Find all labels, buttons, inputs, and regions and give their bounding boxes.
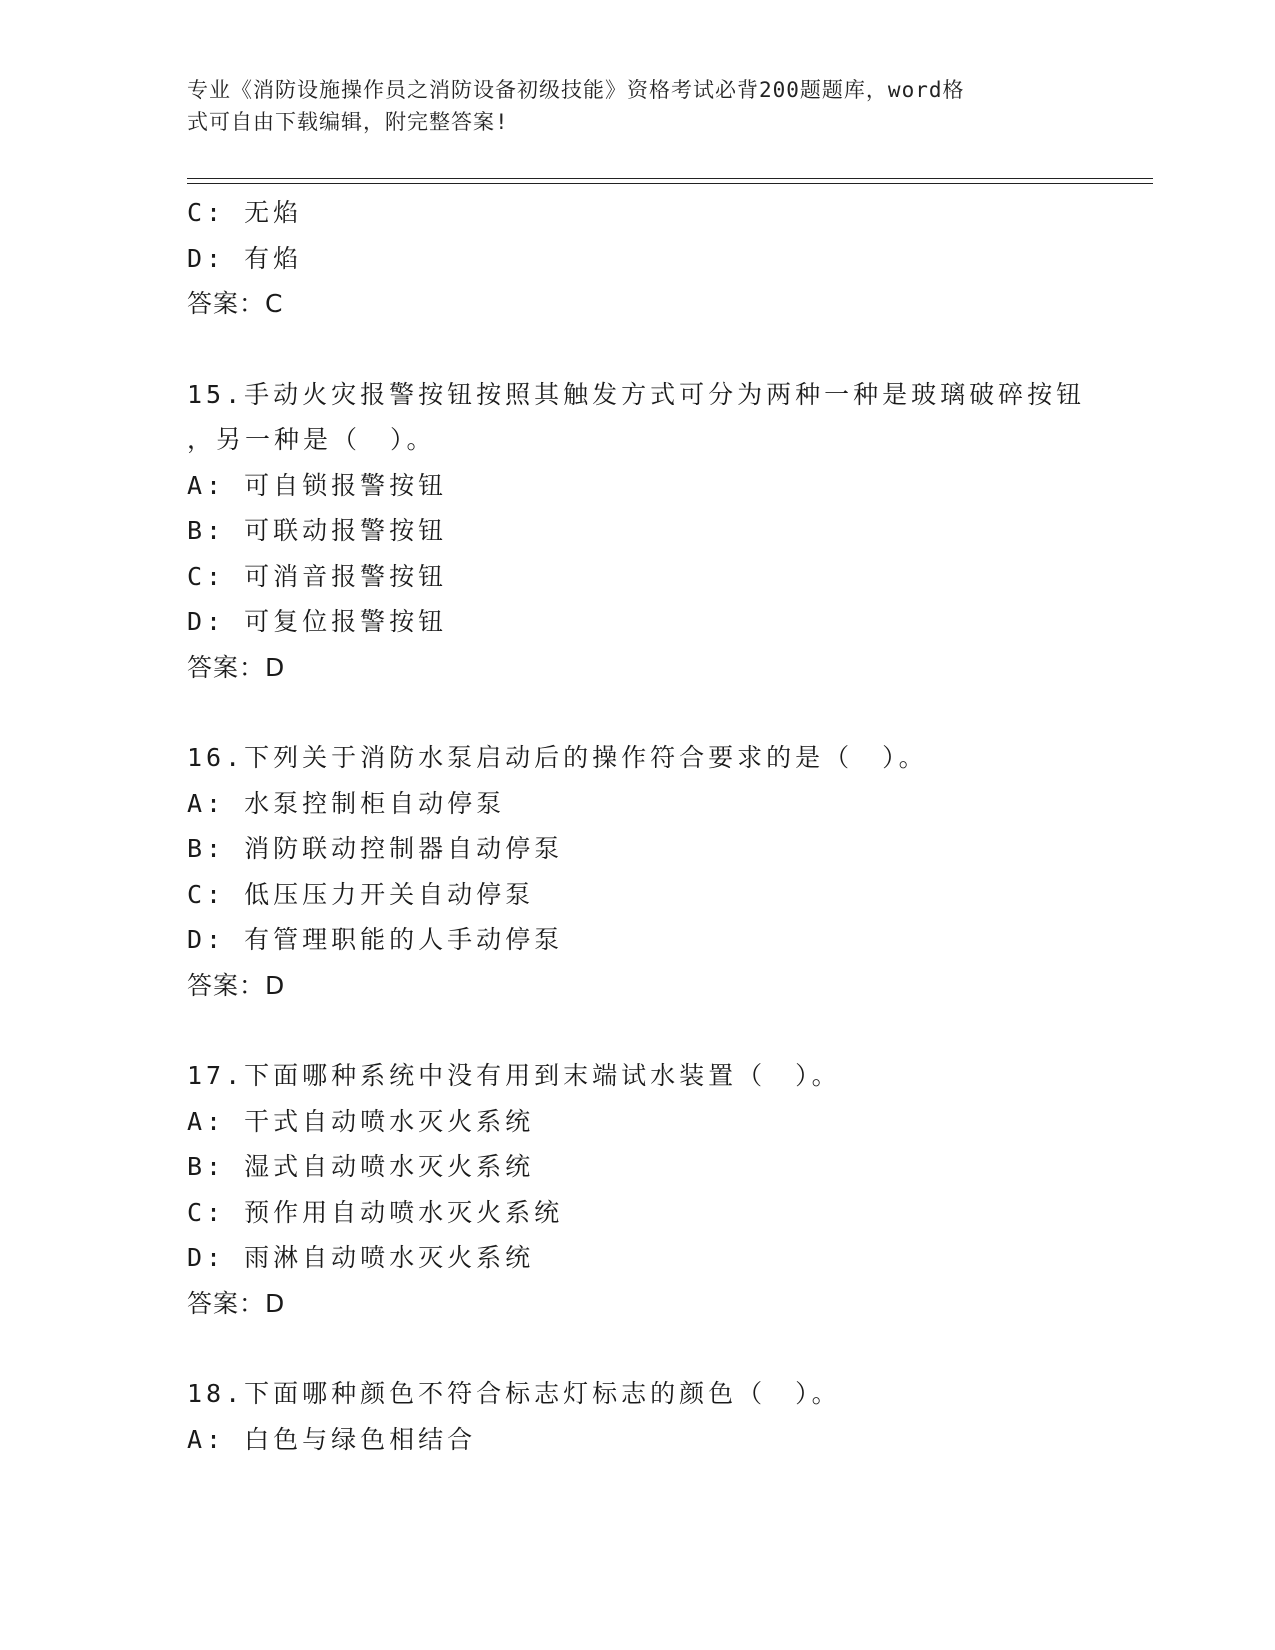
question-17-option-d: D: 雨淋自动喷水灭火系统 xyxy=(187,1243,535,1272)
question-15-option-b: B: 可联动报警按钮 xyxy=(187,516,448,545)
question-15-option-a: A: 可自锁报警按钮 xyxy=(187,470,448,500)
question-16-stem: 16.下列关于消防水泵启动后的操作符合要求的是（ ）。 xyxy=(187,743,928,772)
question-15-stem-2: ，另一种是（ ）。 xyxy=(187,425,436,454)
question-18-stem: 18.下面哪种颜色不符合标志灯标志的颜色（ ）。 xyxy=(187,1379,841,1408)
option-c-prev: C: 无焰 xyxy=(187,198,303,227)
question-gap xyxy=(187,1008,1087,1053)
header-rule-top xyxy=(187,178,1153,179)
header-rule-bottom xyxy=(187,183,1153,184)
option-d-prev: D: 有焰 xyxy=(187,243,303,273)
header-line-2: 式可自由下载编辑，附完整答案! xyxy=(187,110,509,134)
document-header xyxy=(187,74,1067,138)
question-17-stem: 17.下面哪种系统中没有用到末端试水装置（ ）。 xyxy=(187,1061,841,1090)
question-17-option-c: C: 预作用自动喷水灭火系统 xyxy=(187,1197,564,1227)
header-line-1: 专业《消防设施操作员之消防设备初级技能》资格考试必背200题题库，word格 xyxy=(187,78,965,102)
question-16-answer: 答案：D xyxy=(187,970,286,1000)
question-17-option-a: A: 干式自动喷水灭火系统 xyxy=(187,1106,535,1136)
question-16-option-a: A: 水泵控制柜自动停泵 xyxy=(187,788,506,818)
question-gap xyxy=(187,1326,1087,1371)
question-17-answer: 答案：D xyxy=(187,1288,286,1318)
question-gap xyxy=(187,327,1087,372)
question-16-option-b: B: 消防联动控制器自动停泵 xyxy=(187,834,564,863)
question-content xyxy=(187,190,1087,1462)
question-16-option-c: C: 低压压力开关自动停泵 xyxy=(187,879,535,909)
question-15-option-c: C: 可消音报警按钮 xyxy=(187,561,448,591)
question-15-answer: 答案：D xyxy=(187,652,286,682)
answer-prev: 答案：C xyxy=(187,289,284,318)
question-17-option-b: B: 湿式自动喷水灭火系统 xyxy=(187,1152,535,1181)
question-18-option-a: A: 白色与绿色相结合 xyxy=(187,1424,477,1454)
question-15-option-d: D: 可复位报警按钮 xyxy=(187,607,448,636)
question-16-option-d: D: 有管理职能的人手动停泵 xyxy=(187,925,564,954)
question-15-stem-1: 15.手动火灾报警按钮按照其触发方式可分为两种一种是玻璃破碎按钮 xyxy=(187,379,1086,409)
question-gap xyxy=(187,690,1087,735)
